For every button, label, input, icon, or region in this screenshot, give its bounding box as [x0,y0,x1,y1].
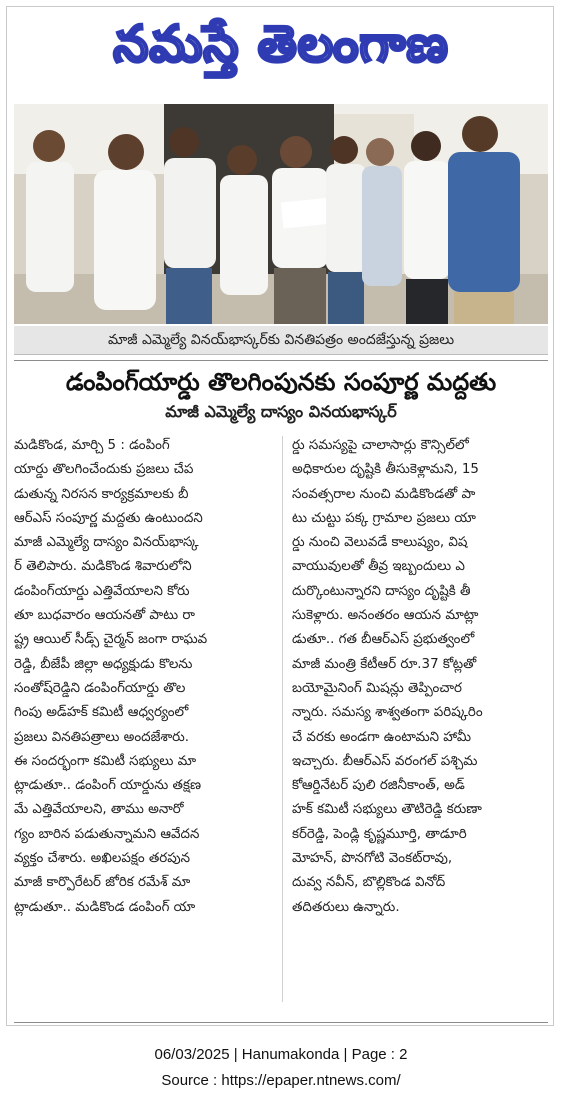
article-line: ట్లాడుతూ.. డంపింగ్ యార్డును తక్షణ [14,778,202,794]
article-line: మడికొండ, మార్చి 5 : డంపింగ్ [14,438,170,453]
article-line: దువ్వ నవీన్, బొల్లికొండ వినోద్ [292,875,446,891]
article-line: వ్యక్తం చేశారు. అఖిలపక్షం తరపున [14,851,190,867]
article-line: సంతోష్‌రెడ్డిని డంపింగ్‌యార్డు తొల [14,680,186,696]
article-line: కోఆర్డినేటర్ పులి రజినీకాంత్, అడ్ [292,778,465,794]
article-line: బయోమైనింగ్ మిషన్లు తెప్పించార [292,680,462,696]
article-column-right [292,434,548,1016]
article-line: వాయువులతో తీవ్ర ఇబ్బందులు ఎ [292,559,465,575]
article-bottom-rule [14,1022,548,1023]
article-line: ర్ తెలిపారు. మడికొండ శివారులోని [14,559,192,575]
article-headline: డంపింగ్‌యార్డు తొలగింపునకు సంపూర్ణ మద్దతు [65,368,497,396]
article-line: ర్డు సమస్యపై చాలాసార్లు కౌన్సిల్‌లో [292,438,469,453]
article-subheadline: మాజీ ఎమ్మెల్యే దాస్యం వినయభాస్కర్ [165,402,397,421]
newspaper-masthead: నమస్తే తెలంగాణ [113,14,449,73]
article-line: దుర్కొంటున్నారని దాస్యం దృష్టికి తీ [292,583,471,599]
article-line: డుతున్న నిరసన కార్యక్రమాలకు బీ [14,486,189,502]
article-line: హక్ కమిటీ సభ్యులు తౌటిరెడ్డి కరుణా [292,802,482,818]
article-line: అధికారుల దృష్టికి తీసుకెళ్లామని, 15 [292,462,479,478]
article-line: తదితరులు ఉన్నారు. [292,899,400,915]
article-line: ఆర్‌ఎస్ సంపూర్ణ మద్దతు ఉంటుందని [14,510,203,526]
article-line: ఈ సందర్భంగా కమిటీ సభ్యులు మా [14,753,197,769]
article-line: యార్డు తొలగించేందుకు ప్రజలు చేప [14,462,194,478]
column-divider [282,436,283,1002]
article-line: తూ బుధవారం ఆయనతో పాటు రా [14,608,195,624]
headline-rule [14,360,548,361]
article-line: ట్లాడుతూ.. మడికొండ డంపింగ్ యా [14,899,196,915]
article-line: ఇచ్చారు. బీఆర్‌ఎస్ వరంగల్ పశ్చిమ [292,753,478,769]
article-line: మాజీ ఎమ్మెల్యే దాస్యం వినయ్‌భాస్క [14,535,199,551]
article-line: మాజీ మంత్రి కేటీఆర్ రూ.37 కోట్లతో [292,656,477,672]
article-line: టు చుట్టు పక్క గ్రామాల ప్రజలు యా [292,510,476,526]
article-line: మాజీ కార్పొరేటర్ జోరిక రమేశ్ మా [14,875,191,891]
article-line: రెడ్డి, బీజేపీ జిల్లా అధ్యక్షుడు కొలను [14,656,193,672]
article-line: చే వరకు అండగా ఉంటామని హామీ [292,729,472,745]
article-line: మే ఎత్తివేయాలని, తాము అనారో [14,802,184,818]
article-column-left [14,434,266,1016]
article-line: డంపింగ్‌యార్డు ఎత్తివేయాలని కోరు [14,583,190,599]
article-line: సంవత్సరాల నుంచి మడికొండతో పా [292,486,476,502]
article-line: గింపు అడ్‌హక్ కమిటీ ఆధ్వర్యంలో [14,705,189,721]
article-line: న్నారు. సమస్య శాశ్వతంగా పరిష్కరిం [292,705,483,721]
article-line: ప్రజలు వినతిపత్రాలు అందజేశారు. [14,729,190,745]
source-link[interactable]: Source : https://epaper.ntnews.com/ [161,1072,401,1089]
edition-info: 06/03/2025 | Hanumakonda | Page : 2 [154,1046,408,1063]
article-line: మోహన్, పొనగోటి వెంకట్‌రావు, [292,851,453,867]
photo-caption: మాజీ ఎమ్మెల్యే వినయ్‌భాస్కర్‌కు వినతిపత్రం అందజేస్తున్న ప్రజలు [14,326,548,355]
article-line: గ్యం బారిన పడుతున్నామని ఆవేదన [14,826,200,842]
article-line: ష్ట్ర ఆయిల్ సీడ్స్ చైర్మన్ జంగా రాఘవ [14,632,208,648]
article-line: ర్డు నుంచి వెలువడే కాలుష్యం, విష [292,535,468,551]
news-photo [14,104,548,324]
article-line: సుకెళ్లారు. అనంతరం ఆయన మాట్లా [292,608,479,624]
news-photo-image [14,104,548,324]
article-line: డుతూ.. గత బీఆర్‌ఎస్ ప్రభుత్వంలో [292,632,475,648]
article-line: కర్‌రెడ్డి, పెండ్లి కృష్ణమూర్తి, తాడూరి [292,826,467,842]
